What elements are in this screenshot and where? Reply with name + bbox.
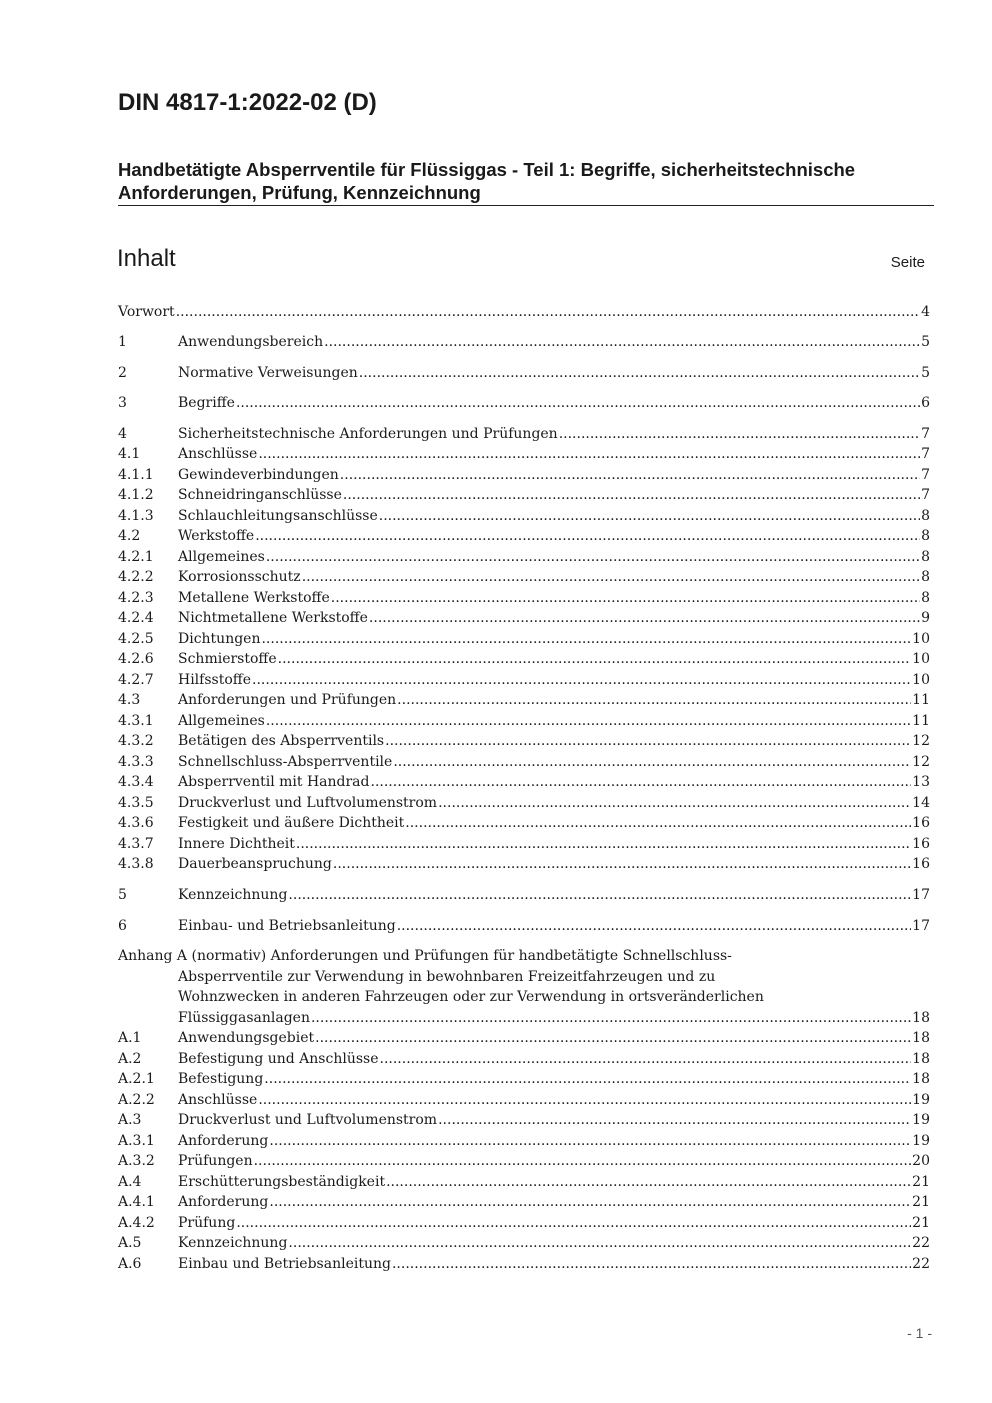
toc-section-number: 4.2.3 [118,590,154,606]
toc-section-number: A.3.2 [118,1153,155,1169]
toc-page-number: 5 [921,334,930,350]
toc-title: Korrosionsschutz [178,569,301,585]
toc-entry[interactable] [118,1008,930,1028]
toc-title: Prüfungen [178,1153,253,1169]
toc-page-number: 5 [921,365,930,381]
dot-leader [397,690,911,710]
toc-entry[interactable] [118,588,930,608]
toc-title: Kennzeichnung [178,1235,288,1251]
toc-section-number: 4.1.1 [118,467,154,483]
toc-section-number: 4.2.7 [118,672,154,688]
toc-entry[interactable] [118,567,930,587]
toc-page-number: 7 [921,446,930,462]
toc-entry[interactable] [118,444,930,464]
dot-leader [236,1213,911,1233]
toc-page-number: 20 [912,1153,930,1169]
toc-section-number: 4.2 [118,528,141,544]
toc-entry[interactable] [118,1233,930,1253]
toc-title: Anwendungsbereich [178,334,324,350]
toc-page-number: 11 [912,692,930,708]
dot-leader [302,567,920,587]
toc-page-number: 16 [912,856,930,872]
toc-title: Normative Verweisungen [178,365,358,381]
toc-page-number: 8 [921,569,930,585]
toc-page-number: 16 [912,836,930,852]
dot-leader [258,1090,911,1110]
toc-title: Nichtmetallene Werkstoffe [178,610,368,626]
toc-title: Prüfung [178,1215,236,1231]
toc-title: Anforderung [178,1133,269,1149]
dot-leader [261,629,911,649]
toc-title: Schnellschluss-Absperrventile [178,754,393,770]
toc-title: Betätigen des Absperrventils [178,733,385,749]
toc-section-number: A.2.1 [118,1071,155,1087]
contents-heading: Inhalt [117,245,176,272]
toc-title: Dichtungen [178,631,261,647]
toc-section-number: A.3.1 [118,1133,155,1149]
toc-section-number: 4.3.3 [118,754,154,770]
dot-leader [369,608,920,628]
toc-entry[interactable] [118,885,930,905]
toc-section-number: 4.3.7 [118,836,154,852]
toc-page-number: 16 [912,815,930,831]
toc-entry[interactable] [118,608,930,628]
dot-leader [324,332,920,352]
toc-entry[interactable] [118,649,930,669]
toc-title: Druckverlust und Luftvolumenstrom [178,795,438,811]
toc-title: Vorwort [118,304,175,320]
toc-title: Schneidringanschlüsse [178,487,342,503]
document-title: DIN 4817-1:2022-02 (D) [118,89,377,116]
toc-title: Anschlüsse [178,446,258,462]
toc-page-number: 4 [921,304,930,320]
toc-entry[interactable] [118,363,930,383]
toc-section-number: A.1 [118,1030,142,1046]
toc-title: Innere Dichtheit [178,836,295,852]
dot-leader [386,1172,911,1192]
toc-entry[interactable] [118,465,930,485]
toc-page-number: 19 [912,1112,930,1128]
toc-section-number: 4.1.3 [118,508,154,524]
dot-leader [438,793,911,813]
dot-leader [393,752,911,772]
toc-page-number: 13 [912,774,930,790]
toc-title: Hilfsstoffe [178,672,252,688]
toc-title: Absperrventil mit Handrad [178,774,370,790]
toc-page-number: 10 [912,672,930,688]
dot-leader [559,424,920,444]
toc-page-number: 8 [921,590,930,606]
toc-page-number: 10 [912,631,930,647]
toc-title: Anschlüsse [178,1092,258,1108]
toc-section-number: 4 [118,426,127,442]
toc-title: Druckverlust und Luftvolumenstrom [178,1112,438,1128]
toc-title: Metallene Werkstoffe [178,590,330,606]
toc-section-number: 4.3.4 [118,774,154,790]
toc-page-number: 12 [912,754,930,770]
toc-entry[interactable] [118,731,930,751]
dot-leader [255,526,920,546]
toc-page-number: 14 [912,795,930,811]
dot-leader [333,854,911,874]
dot-leader [254,1151,912,1171]
toc-entry[interactable] [118,916,930,936]
toc-page-number: 7 [921,426,930,442]
toc-entry[interactable] [118,1192,930,1212]
toc-section-number: A.3 [118,1112,142,1128]
toc-title: Schmierstoffe [178,651,277,667]
toc-title: Einbau und Betriebsanleitung [178,1256,391,1272]
toc-section-number: 4.2.1 [118,549,154,565]
dot-leader [371,772,912,792]
toc-entry[interactable] [118,670,930,690]
toc-title: Anwendungsgebiet [178,1030,315,1046]
toc-entry[interactable] [118,547,930,567]
toc-title: Dauerbeanspruchung [178,856,332,872]
dot-leader [343,485,920,505]
dot-leader [269,1192,911,1212]
document-subtitle [118,158,938,204]
toc-entry[interactable] [118,834,930,854]
dot-leader [296,834,911,854]
toc-page-number: 21 [912,1215,930,1231]
dot-leader [288,1233,911,1253]
toc-section-number: 4.1 [118,446,141,462]
toc-entry[interactable] [118,506,930,526]
toc-title: Allgemeines [178,549,265,565]
toc-title: Begriffe [178,395,235,411]
dot-leader [236,393,920,413]
toc-page-number: 8 [921,508,930,524]
dot-leader [340,465,920,485]
toc-section-number: 4.2.4 [118,610,154,626]
dot-leader [269,1131,911,1151]
toc-section-number: A.4.2 [118,1215,155,1231]
dot-leader [315,1028,911,1048]
toc-entry[interactable] [118,1254,930,1274]
toc-entry[interactable] [118,1110,930,1130]
toc-page-number: 18 [912,1030,930,1046]
toc-entry[interactable] [118,332,930,352]
toc-entry[interactable] [118,1028,930,1048]
toc-entry[interactable] [118,711,930,731]
toc-section-number: 4.1.2 [118,487,154,503]
toc-section-number: 4.3 [118,692,141,708]
toc-entry[interactable] [118,1172,930,1192]
toc-entry[interactable] [118,302,930,322]
toc-page-number: 11 [912,713,930,729]
toc-page-number: 7 [921,487,930,503]
toc-entry[interactable] [118,424,930,444]
annex-heading-line[interactable]: Absperrventile zur Verwendung in bewohnbaren Freizeitfahrzeugen und zu [178,969,716,985]
toc-page-number: 6 [921,395,930,411]
toc-section-number: A.2 [118,1051,142,1067]
toc-entry[interactable] [118,854,930,874]
toc-section-number: 4.2.6 [118,651,154,667]
annex-heading-line[interactable]: Wohnzwecken in anderen Fahrzeugen oder zur Verwendung in ortsveränderlichen [178,989,764,1005]
toc-title: Befestigung [178,1071,264,1087]
toc-section-number: 5 [118,887,127,903]
toc-page-number: 22 [912,1256,930,1272]
toc-section-number: 4.2.2 [118,569,154,585]
toc-entry[interactable] [118,629,930,649]
toc-title: Anforderung [178,1194,269,1210]
dot-leader [438,1110,911,1130]
toc-entry[interactable] [118,393,930,413]
dot-leader [397,916,911,936]
toc-page-number: 21 [912,1194,930,1210]
toc-page-number: 9 [921,610,930,626]
toc-page-number: 8 [921,549,930,565]
dot-leader [258,444,920,464]
toc-section-number: A.5 [118,1235,142,1251]
subtitle-line: Handbetätigte Absperrventile für Flüssiggas - Teil 1: Begriffe, sicherheitstechnische [118,159,856,180]
toc-entry[interactable] [118,1213,930,1233]
toc-page-number: 17 [912,887,930,903]
toc-section-number: 4.3.5 [118,795,154,811]
toc-section-number: 4.2.5 [118,631,154,647]
toc-entry[interactable] [118,813,930,833]
toc-page-number: 22 [912,1235,930,1251]
toc-page-number: 12 [912,733,930,749]
toc-entry[interactable] [118,1069,930,1089]
subtitle-line: Anforderungen, Prüfung, Kennzeichnung [118,182,481,203]
toc-title: Erschütterungsbeständigkeit [178,1174,386,1190]
page-column-label: Seite [890,254,925,271]
dot-leader [380,1049,912,1069]
dot-leader [385,731,911,751]
toc-title: Gewindeverbindungen [178,467,339,483]
toc-title: Schlauchleitungsanschlüsse [178,508,378,524]
toc-section-number: 1 [118,334,127,350]
toc-section-number: A.2.2 [118,1092,155,1108]
toc-page-number: 19 [912,1133,930,1149]
toc-section-number: 4.3.2 [118,733,154,749]
toc-page-number: 21 [912,1174,930,1190]
toc-page-number: 18 [912,1071,930,1087]
dot-leader [266,711,911,731]
toc-section-number: 2 [118,365,127,381]
toc-section-number: A.4.1 [118,1194,155,1210]
toc-title: Festigkeit und äußere Dichtheit [178,815,405,831]
toc-title: Kennzeichnung [178,887,288,903]
title-divider [118,205,934,206]
toc-page-number: 18 [912,1051,930,1067]
dot-leader [311,1008,911,1028]
dot-leader [288,885,911,905]
toc-section-number: 4.3.6 [118,815,154,831]
dot-leader [252,670,911,690]
dot-leader [331,588,920,608]
toc-page-number: 8 [921,528,930,544]
toc-entry[interactable] [118,485,930,505]
toc-title: Sicherheitstechnische Anforderungen und Prüfungen [178,426,558,442]
toc-title: Werkstoffe [178,528,255,544]
dot-leader [359,363,920,383]
toc-title: Befestigung und Anschlüsse [178,1051,379,1067]
toc-entry[interactable] [118,526,930,546]
toc-entry[interactable] [118,1151,930,1171]
toc-section-number: A.4 [118,1174,142,1190]
annex-heading-line[interactable]: Anhang A (normativ) Anforderungen und Prüfungen für handbetätigte Schnellschluss- [118,948,732,964]
toc-page-number: 19 [912,1092,930,1108]
toc-section-number: 4.3.8 [118,856,154,872]
toc-section-number: 4.3.1 [118,713,154,729]
toc-title: Einbau- und Betriebsanleitung [178,918,396,934]
toc-entry[interactable] [118,793,930,813]
toc-entry[interactable] [118,690,930,710]
toc-title: Anforderungen und Prüfungen [178,692,397,708]
toc-title: Flüssiggasanlagen [178,1010,310,1026]
dot-leader [176,302,920,322]
page-number: - 1 - [907,1325,932,1341]
toc-page-number: 17 [912,918,930,934]
toc-section-number: A.6 [118,1256,142,1272]
dot-leader [264,1069,911,1089]
dot-leader [266,547,920,567]
toc-section-number: 6 [118,918,127,934]
toc-page-number: 18 [912,1010,930,1026]
dot-leader [405,813,911,833]
toc-entry[interactable] [118,1131,930,1151]
toc-entry[interactable] [118,1049,930,1069]
toc-title: Allgemeines [178,713,265,729]
toc-entry[interactable] [118,772,930,792]
dot-leader [379,506,920,526]
toc-page-number: 10 [912,651,930,667]
toc-entry[interactable] [118,1090,930,1110]
toc-section-number: 3 [118,395,127,411]
dot-leader [278,649,912,669]
toc-entry[interactable] [118,752,930,772]
dot-leader [392,1254,911,1274]
toc-page-number: 7 [921,467,930,483]
